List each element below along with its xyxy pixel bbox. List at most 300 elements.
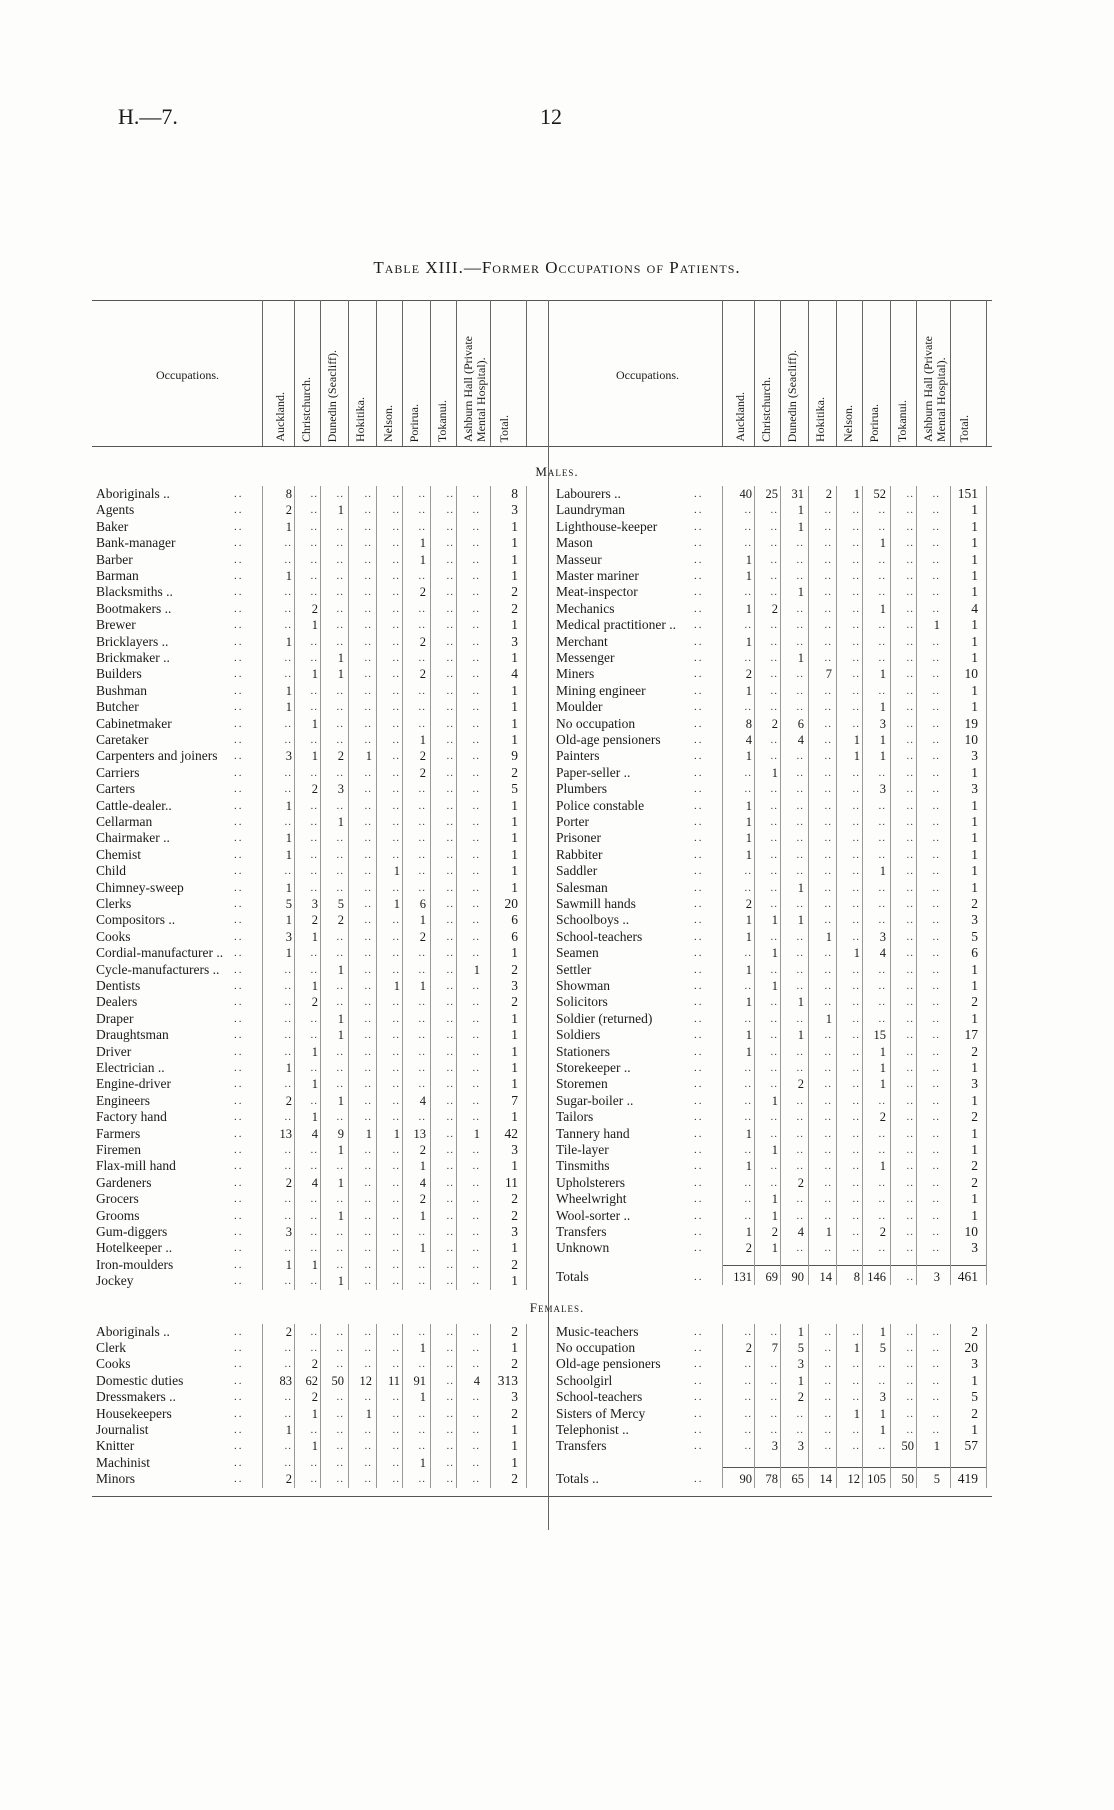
- cell-value: 1: [337, 651, 344, 665]
- row-total: 3: [971, 748, 978, 764]
- table-row: [556, 781, 984, 797]
- cell-value: ..: [744, 1358, 752, 1371]
- cell-value: ..: [472, 1045, 480, 1058]
- occupation-name: Lighthouse-keeper: [556, 518, 658, 534]
- cell-value: ..: [852, 848, 860, 861]
- occupation-name: School-teachers: [556, 1389, 643, 1405]
- cell-value: ..: [932, 553, 940, 566]
- body-rule-fr-8: [950, 1324, 951, 1488]
- cell-value: ..: [336, 1424, 344, 1436]
- body-rule-fr-3: [808, 1324, 809, 1488]
- cell-value: 50: [901, 1471, 914, 1486]
- row-total: 419: [957, 1470, 978, 1486]
- cell-value: ..: [446, 1144, 454, 1156]
- cell-value: 1: [419, 979, 426, 993]
- cell-value: ..: [284, 1275, 292, 1288]
- row-total: 1: [511, 732, 518, 747]
- cell-value: ..: [932, 1209, 940, 1222]
- cell-value: 4: [797, 733, 804, 747]
- leader-dots: ..: [694, 1209, 704, 1222]
- cell-value: ..: [418, 832, 426, 845]
- cell-value: ..: [472, 668, 480, 681]
- cell-value: ..: [472, 1258, 480, 1271]
- cell-value: ..: [336, 832, 344, 845]
- cell-value: ..: [418, 619, 426, 632]
- leader-dots: ..: [234, 1111, 244, 1124]
- cell-value: ..: [418, 1045, 426, 1058]
- header-bottom-rule: [92, 446, 992, 447]
- row-total: 1: [971, 978, 978, 993]
- cell-value: 1: [797, 519, 804, 534]
- cell-value: 1: [853, 487, 860, 501]
- table-row: [96, 1093, 524, 1109]
- cell-value: ..: [336, 537, 344, 550]
- row-total: 1: [511, 568, 518, 583]
- row-total: 2: [511, 1471, 518, 1487]
- cell-value: ..: [446, 1325, 454, 1338]
- cell-value: ..: [364, 717, 372, 730]
- cell-value: ..: [824, 816, 832, 828]
- header-rule-left-5: [402, 300, 403, 446]
- cell-value: ..: [392, 504, 400, 517]
- occupation-name: Chimney-sweep: [96, 879, 184, 895]
- row-total: 151: [957, 486, 978, 501]
- row-total: 1: [971, 551, 978, 567]
- cell-value: ..: [472, 1193, 480, 1206]
- table-row: [96, 1191, 524, 1207]
- cell-value: ..: [310, 865, 318, 878]
- cell-value: ..: [906, 1424, 914, 1436]
- cell-value: ..: [392, 1242, 400, 1255]
- cell-value: 1: [797, 995, 804, 1010]
- cell-value: ..: [906, 881, 914, 894]
- cell-value: ..: [906, 914, 914, 927]
- row-total: 42: [504, 1125, 518, 1141]
- cell-value: 1: [337, 1093, 344, 1108]
- cell-value: ..: [906, 816, 914, 828]
- leader-dots: ..: [694, 602, 704, 615]
- cell-value: 1: [285, 569, 292, 583]
- cell-value: ..: [878, 1374, 886, 1387]
- leader-dots: ..: [694, 783, 704, 796]
- table-row: [96, 1076, 524, 1092]
- row-total: 3: [971, 912, 978, 928]
- cell-value: ..: [932, 898, 940, 910]
- cell-value: 1: [337, 1274, 344, 1289]
- occupation-name: Sugar-boiler ..: [556, 1092, 634, 1108]
- cell-value: ..: [824, 898, 832, 910]
- leader-dots: ..: [234, 898, 244, 910]
- occupations-header-right: Occupations.: [616, 368, 679, 382]
- cell-value: ..: [364, 1342, 372, 1354]
- cell-value: ..: [824, 1127, 832, 1140]
- occupation-name: Seamen: [556, 945, 599, 961]
- cell-value: ..: [336, 799, 344, 812]
- cell-value: ..: [906, 1176, 914, 1189]
- leader-dots: ..: [234, 1012, 244, 1025]
- cell-value: ..: [446, 1242, 454, 1255]
- table-row: [96, 1471, 524, 1487]
- cell-value: ..: [932, 816, 940, 828]
- cell-value: 13: [413, 1126, 426, 1141]
- cell-value: ..: [446, 914, 454, 927]
- occupation-name: Plumbers: [556, 781, 608, 797]
- cell-value: ..: [824, 766, 832, 779]
- cell-value: ..: [906, 1325, 914, 1338]
- cell-value: ..: [852, 586, 860, 599]
- cell-value: 2: [285, 1093, 292, 1108]
- cell-value: 1: [745, 962, 752, 977]
- cell-value: 4: [879, 946, 886, 961]
- table-row: [96, 1324, 524, 1340]
- cell-value: ..: [336, 947, 344, 960]
- cell-value: ..: [418, 1029, 426, 1042]
- cell-value: 1: [797, 880, 804, 895]
- cell-value: ..: [852, 1176, 860, 1189]
- table-row: [96, 1406, 524, 1422]
- cell-value: ..: [906, 504, 914, 517]
- cell-value: 3: [879, 782, 886, 797]
- cell-value: ..: [418, 799, 426, 812]
- leader-dots: ..: [234, 914, 244, 927]
- cell-value: ..: [878, 848, 886, 861]
- leader-dots: ..: [694, 717, 704, 730]
- occupation-name: Merchant: [556, 633, 608, 649]
- cell-value: ..: [284, 783, 292, 796]
- cell-value: ..: [852, 1424, 860, 1436]
- table-row: [556, 1471, 984, 1487]
- leader-dots: ..: [694, 799, 704, 812]
- cell-value: ..: [796, 766, 804, 779]
- occupation-name: Carriers: [96, 764, 140, 780]
- cell-value: 1: [337, 1175, 344, 1190]
- cell-value: ..: [392, 717, 400, 730]
- header-rule-right-4: [836, 300, 837, 446]
- cell-value: 4: [311, 1126, 318, 1141]
- cell-value: 1: [797, 585, 804, 600]
- cell-value: ..: [472, 996, 480, 1009]
- col-header-left-6: Tokanui.: [435, 399, 449, 442]
- cell-value: ..: [852, 930, 860, 943]
- leader-dots: ..: [234, 1258, 244, 1271]
- leader-dots: ..: [234, 783, 244, 796]
- cell-value: ..: [472, 750, 480, 763]
- cell-value: ..: [852, 553, 860, 566]
- table-row: [556, 601, 984, 617]
- occupation-name: Cellarman: [96, 814, 153, 829]
- cell-value: ..: [364, 996, 372, 1009]
- cell-value: 1: [771, 979, 778, 993]
- leader-dots: ..: [694, 520, 704, 533]
- cell-value: ..: [770, 1062, 778, 1074]
- body-rule-mr-1: [754, 486, 755, 1285]
- cell-value: ..: [824, 619, 832, 632]
- cell-value: ..: [744, 1391, 752, 1404]
- table-row: [96, 634, 524, 650]
- cell-value: 1: [337, 1028, 344, 1043]
- occupation-name: Cordial-manufacturer ..: [96, 945, 224, 961]
- cell-value: ..: [446, 1045, 454, 1058]
- cell-value: ..: [878, 1094, 886, 1107]
- cell-value: ..: [336, 1078, 344, 1091]
- cell-value: ..: [472, 914, 480, 927]
- cell-value: ..: [770, 635, 778, 648]
- cell-value: ..: [932, 668, 940, 681]
- cell-value: ..: [472, 1473, 480, 1486]
- cell-value: 2: [419, 585, 426, 600]
- occupation-name: Blacksmiths ..: [96, 584, 173, 600]
- col-header-left-4: Nelson.: [381, 405, 395, 442]
- cell-value: 105: [867, 1471, 886, 1486]
- cell-value: ..: [472, 848, 480, 861]
- occupation-name: Brickmaker ..: [96, 650, 170, 665]
- leader-dots: ..: [234, 1440, 244, 1453]
- cell-value: ..: [446, 520, 454, 533]
- cell-value: 1: [853, 733, 860, 747]
- cell-value: ..: [878, 586, 886, 599]
- cell-value: ..: [744, 1325, 752, 1338]
- cell-value: 1: [797, 503, 804, 518]
- cell-value: ..: [932, 488, 940, 500]
- table-row: [556, 584, 984, 600]
- cell-value: ..: [392, 816, 400, 828]
- table-row: [556, 945, 984, 961]
- cell-value: ..: [852, 766, 860, 779]
- table-row: [96, 732, 524, 748]
- occupation-name: Cooks: [96, 928, 131, 944]
- occupation-name: Farmers: [96, 1125, 141, 1141]
- cell-value: ..: [446, 1342, 454, 1354]
- leader-dots: ..: [234, 1275, 244, 1288]
- cell-value: ..: [446, 783, 454, 796]
- cell-value: ..: [932, 734, 940, 746]
- occupation-name: Masseur: [556, 551, 602, 567]
- row-total: 1: [971, 863, 978, 879]
- table-row: [96, 1175, 524, 1191]
- occupation-name: Salesman: [556, 879, 608, 895]
- row-total: 3: [511, 1224, 518, 1239]
- cell-value: 1: [879, 1324, 886, 1339]
- cell-value: ..: [364, 1424, 372, 1436]
- cell-value: ..: [472, 553, 480, 566]
- cell-value: 1: [771, 913, 778, 928]
- leader-dots: ..: [234, 635, 244, 648]
- cell-value: ..: [310, 1029, 318, 1042]
- cell-value: ..: [392, 750, 400, 763]
- cell-value: ..: [446, 1127, 454, 1140]
- leader-dots: ..: [234, 1358, 244, 1371]
- cell-value: ..: [284, 1358, 292, 1371]
- occupation-name: Meat-inspector: [556, 584, 638, 600]
- cell-value: ..: [932, 865, 940, 878]
- cell-value: ..: [906, 930, 914, 943]
- leader-dots: ..: [694, 734, 704, 746]
- cell-value: ..: [364, 799, 372, 812]
- cell-value: ..: [472, 865, 480, 878]
- leader-dots: ..: [234, 881, 244, 894]
- row-total: 3: [971, 1356, 978, 1372]
- table-row: [556, 1093, 984, 1109]
- table-row: [96, 1158, 524, 1174]
- cell-value: ..: [310, 1160, 318, 1173]
- cell-value: ..: [446, 1209, 454, 1222]
- cell-value: ..: [418, 504, 426, 517]
- cell-value: 1: [879, 1159, 886, 1174]
- occupation-name: Old-age pensioners: [556, 1356, 661, 1372]
- cell-value: ..: [392, 1424, 400, 1436]
- cell-value: 2: [879, 1110, 886, 1125]
- row-total: 4: [971, 600, 978, 616]
- cell-value: ..: [878, 1209, 886, 1222]
- row-total: 1: [511, 1438, 518, 1454]
- occupation-name: Prisoner: [556, 830, 601, 846]
- cell-value: ..: [364, 537, 372, 550]
- cell-value: ..: [336, 553, 344, 566]
- cell-value: ..: [932, 832, 940, 845]
- cell-value: ..: [310, 1144, 318, 1156]
- cell-value: 1: [419, 1241, 426, 1256]
- table-row: [556, 1044, 984, 1060]
- cell-value: ..: [310, 701, 318, 714]
- occupation-name: Mechanics: [556, 600, 615, 616]
- cell-value: ..: [824, 1078, 832, 1091]
- row-total: 2: [971, 1109, 978, 1125]
- table-row: [556, 1373, 984, 1389]
- row-total: 1: [971, 633, 978, 649]
- table-row: [96, 1257, 524, 1273]
- row-total: 2: [511, 1356, 518, 1372]
- leader-dots: ..: [694, 1045, 704, 1058]
- row-total: 3: [511, 1389, 518, 1405]
- body-rule-mr-7: [916, 486, 917, 1285]
- cell-value: ..: [744, 537, 752, 550]
- cell-value: 1: [745, 1159, 752, 1174]
- cell-value: ..: [364, 963, 372, 976]
- cell-value: ..: [310, 1325, 318, 1338]
- cell-value: ..: [472, 701, 480, 714]
- cell-value: 1: [745, 1225, 752, 1239]
- cell-value: ..: [472, 635, 480, 648]
- cell-value: ..: [852, 1193, 860, 1206]
- cell-value: ..: [310, 947, 318, 960]
- cell-value: ..: [852, 570, 860, 582]
- body-rule-mr-5: [862, 486, 863, 1285]
- cell-value: ..: [310, 652, 318, 664]
- table-row: [556, 978, 984, 994]
- cell-value: ..: [446, 570, 454, 582]
- cell-value: ..: [770, 1111, 778, 1124]
- occupation-name: Caretaker: [96, 732, 149, 747]
- cell-value: 3: [771, 1439, 778, 1454]
- cell-value: ..: [364, 1094, 372, 1107]
- cell-value: ..: [852, 619, 860, 632]
- row-total: 2: [511, 1323, 518, 1339]
- leader-dots: ..: [694, 1374, 704, 1387]
- cell-value: ..: [824, 799, 832, 812]
- cell-value: ..: [824, 1391, 832, 1404]
- cell-value: ..: [770, 1358, 778, 1371]
- row-total: 1: [511, 650, 518, 665]
- occupation-name: Saddler: [556, 863, 598, 879]
- cell-value: ..: [906, 865, 914, 878]
- cell-value: ..: [446, 930, 454, 943]
- occupation-name: Builders: [96, 666, 142, 682]
- cell-value: ..: [284, 652, 292, 664]
- cell-value: 1: [745, 601, 752, 616]
- cell-value: ..: [446, 586, 454, 599]
- cell-value: ..: [796, 619, 804, 632]
- cell-value: 1: [879, 1423, 886, 1437]
- leader-dots: ..: [234, 1424, 244, 1436]
- occupations-header-left: Occupations.: [156, 368, 219, 382]
- cell-value: 1: [879, 1044, 886, 1059]
- cell-value: 1: [473, 1126, 480, 1141]
- cell-value: 3: [285, 749, 292, 764]
- cell-value: ..: [906, 520, 914, 533]
- cell-value: 131: [733, 1269, 752, 1284]
- cell-value: ..: [770, 1127, 778, 1140]
- cell-value: ..: [852, 717, 860, 730]
- cell-value: ..: [364, 1358, 372, 1371]
- cell-value: 2: [285, 503, 292, 518]
- table-row: [556, 486, 984, 502]
- leader-dots: ..: [694, 619, 704, 632]
- table-row: [96, 699, 524, 715]
- cell-value: ..: [364, 816, 372, 828]
- leader-dots: ..: [694, 1440, 704, 1453]
- cell-value: 1: [879, 536, 886, 551]
- cell-value: ..: [392, 1358, 400, 1371]
- row-total: 2: [971, 1174, 978, 1190]
- cell-value: ..: [310, 1012, 318, 1025]
- occupation-name: Aboriginals ..: [96, 1323, 170, 1339]
- leader-dots: ..: [234, 1160, 244, 1173]
- table-row: [96, 552, 524, 568]
- cell-value: 3: [797, 1439, 804, 1454]
- cell-value: ..: [284, 586, 292, 599]
- leader-dots: ..: [694, 1342, 704, 1354]
- cell-value: 2: [797, 1390, 804, 1405]
- cell-value: ..: [418, 652, 426, 664]
- cell-value: ..: [878, 1242, 886, 1255]
- cell-value: 25: [765, 487, 778, 501]
- cell-value: ..: [744, 1078, 752, 1091]
- cell-value: ..: [472, 1078, 480, 1091]
- cell-value: ..: [364, 701, 372, 714]
- cell-value: ..: [770, 1029, 778, 1042]
- cell-value: 2: [337, 749, 344, 764]
- cell-value: 1: [311, 1257, 318, 1272]
- row-total: 1: [971, 1125, 978, 1141]
- row-total: 1: [971, 961, 978, 977]
- occupation-name: Wheelwright: [556, 1191, 627, 1207]
- leader-dots: ..: [234, 619, 244, 632]
- cell-value: 5: [797, 1341, 804, 1355]
- cell-value: ..: [472, 1242, 480, 1255]
- cell-value: ..: [364, 1029, 372, 1042]
- body-rule-fl-1: [294, 1324, 295, 1488]
- cell-value: 1: [311, 667, 318, 682]
- cell-value: ..: [824, 1407, 832, 1420]
- cell-value: 1: [311, 1439, 318, 1454]
- header-rule-right-8: [950, 300, 951, 446]
- cell-value: ..: [744, 1440, 752, 1453]
- cell-value: ..: [824, 996, 832, 1009]
- occupation-name: Carpenters and joiners: [96, 748, 218, 764]
- cell-value: 1: [771, 1208, 778, 1223]
- table-row: [96, 568, 524, 584]
- occupation-name: Draughtsman: [96, 1027, 169, 1043]
